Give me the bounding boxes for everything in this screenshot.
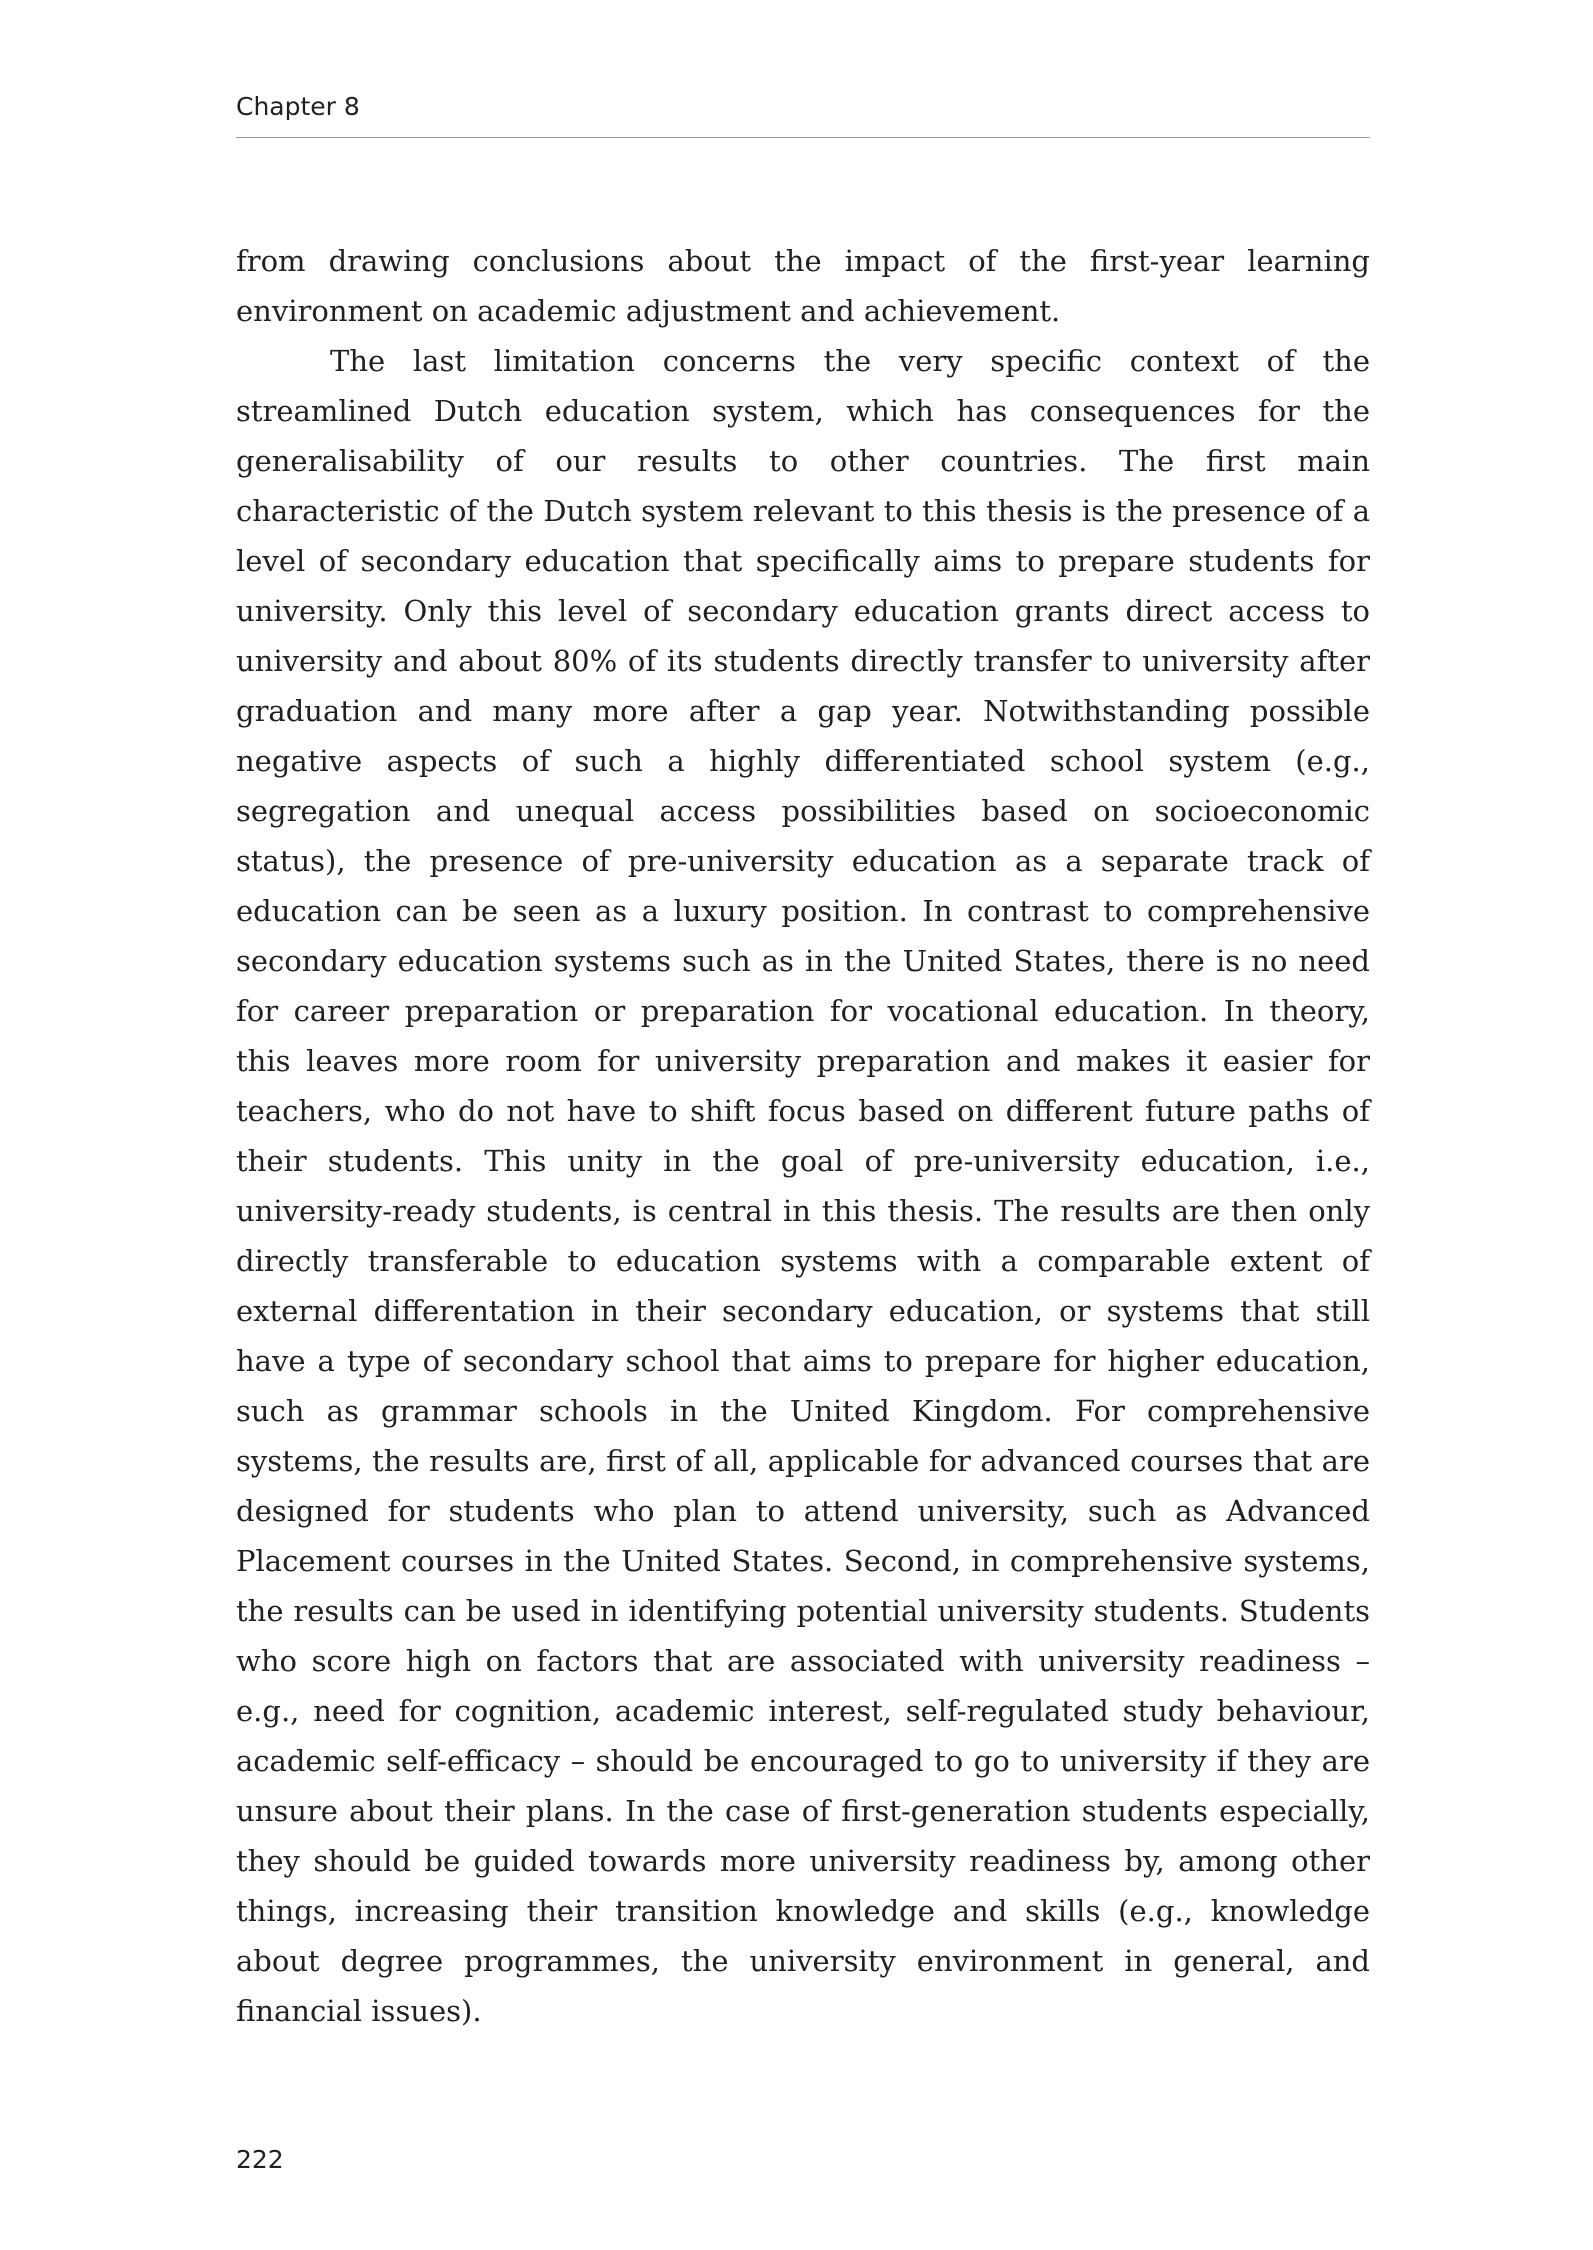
chapter-label: Chapter 8 (236, 92, 360, 121)
body-text (236, 236, 1370, 2036)
page-number: 222 (236, 2145, 284, 2174)
paragraph-limitation-context: The last limitation concerns the very specific context of the streamlined Dutch education system, which has consequences for the generalisability of our results to other countries. The first main characteristic of the Dutch system relevant to this thesis is the presence of a level of secondary education that specifically aims to prepare students for university. Only this level of secondary education grants direct access to university and about 80% of its students directly transfer to university after graduation and many more after a gap year. Notwithstanding possible negative aspects of such a highly differentiated school system (e.g., segregation and unequal access possibilities based on socioeconomic status), the presence of pre-university education as a separate track of education can be seen as a luxury position. In contrast to comprehensive secondary education systems such as in the United States, there is no need for career preparation or preparation for vocational education. In theory, this leaves more room for university preparation and makes it easier for teachers, who do not have to shift focus based on different future paths of their students. This unity in the goal of pre-university education, i.e., university-ready students, is central in this thesis. The results are then only directly transferable to education systems with a comparable extent of external differentation in their secondary education, or systems that still have a type of secondary school that aims to prepare for higher education, such as grammar schools in the United Kingdom. For comprehensive systems, the results are, first of all, applicable for advanced courses that are designed for students who plan to attend university, such as Advanced Placement courses in the United States. Second, in comprehensive systems, the results can be used in identifying potential university students. Students who score high on factors that are associated with university readiness – e.g., need for cognition, academic interest, self-regulated study behaviour, academic self-efficacy – should be encouraged to go to university if they are unsure about their plans. In the case of first-generation students especially, they should be guided towards more university readiness by, among other things, increasing their transition knowledge and skills (e.g., knowledge about degree programmes, the university environment in general, and financial issues). (236, 344, 1370, 2028)
running-header (236, 92, 1370, 138)
paragraph-continuation: from drawing conclusions about the impact of the first-year learning environment on academic adjustment and achievement. (236, 244, 1370, 328)
